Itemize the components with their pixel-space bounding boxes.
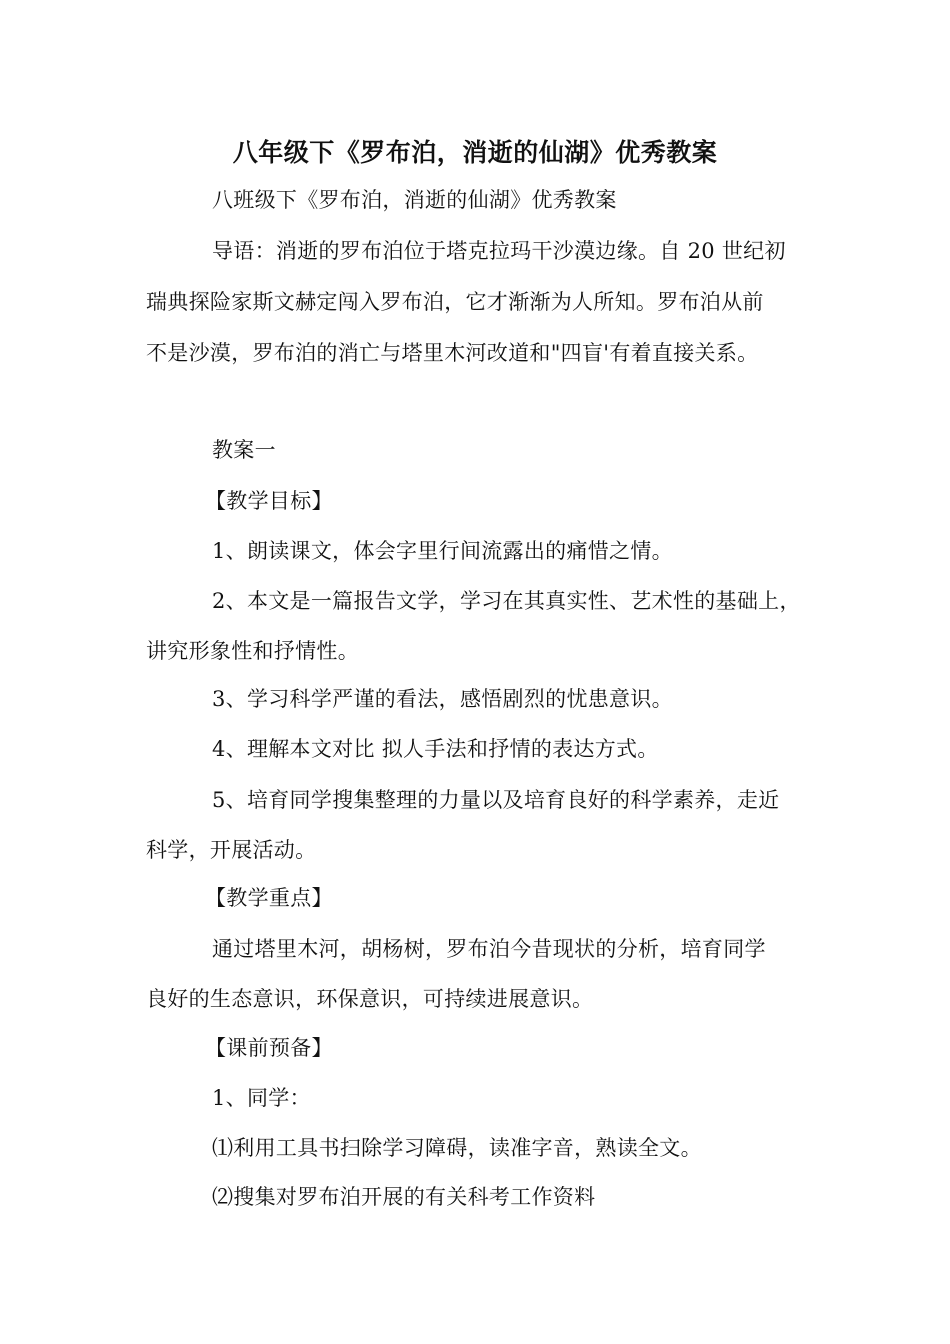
document-subtitle: 八班级下《罗布泊，消逝的仙湖》优秀教案 [212,188,617,212]
goal-item-2-line-1: 2、本文是一篇报告文学，学习在其真实性、艺术性的基础上， [212,589,801,613]
goal-item-1: 1、朗读课文，体会字里行间流露出的痛惜之情。 [212,539,673,563]
goal-item-4: 4、理解本文对比 拟人手法和抒情的表达方式。 [212,737,659,761]
focus-heading: 【教学重点】 [205,886,333,910]
prep-sub-item-1: ⑴利用工具书扫除学习障碍，读准字音，熟读全文。 [212,1136,702,1160]
goal-item-5-line-2: 科学，开展活动。 [146,838,317,862]
plan-label: 教案一 [212,438,276,462]
document-title: 八年级下《罗布泊，消逝的仙湖》优秀教案 [232,138,718,167]
goal-item-2-line-2: 讲究形象性和抒情性。 [146,639,359,663]
goal-item-5-line-1: 5、培育同学搜集整理的力量以及培育良好的科学素养，走近 [212,788,780,812]
intro-line-1: 导语：消逝的罗布泊位于塔克拉玛干沙漠边缘。自 20 世纪初 [212,239,786,263]
intro-line-2: 瑞典探险家斯文赫定闯入罗布泊，它才渐渐为人所知。罗布泊从前 [146,290,764,314]
prep-sub-item-2: ⑵搜集对罗布泊开展的有关科考工作资料 [212,1185,596,1209]
focus-line-2: 良好的生态意识，环保意识，可持续进展意识。 [146,987,594,1011]
goals-heading: 【教学目标】 [205,489,333,513]
prep-heading: 【课前预备】 [205,1036,333,1060]
prep-item-1: 1、同学： [212,1086,311,1110]
goal-item-3: 3、学习科学严谨的看法，感悟剧烈的忧患意识。 [212,687,673,711]
focus-line-1: 通过塔里木河，胡杨树，罗布泊今昔现状的分析，培育同学 [212,937,766,961]
intro-line-3: 不是沙漠，罗布泊的消亡与塔里木河改道和"四盲'有着直接关系。 [146,341,759,365]
